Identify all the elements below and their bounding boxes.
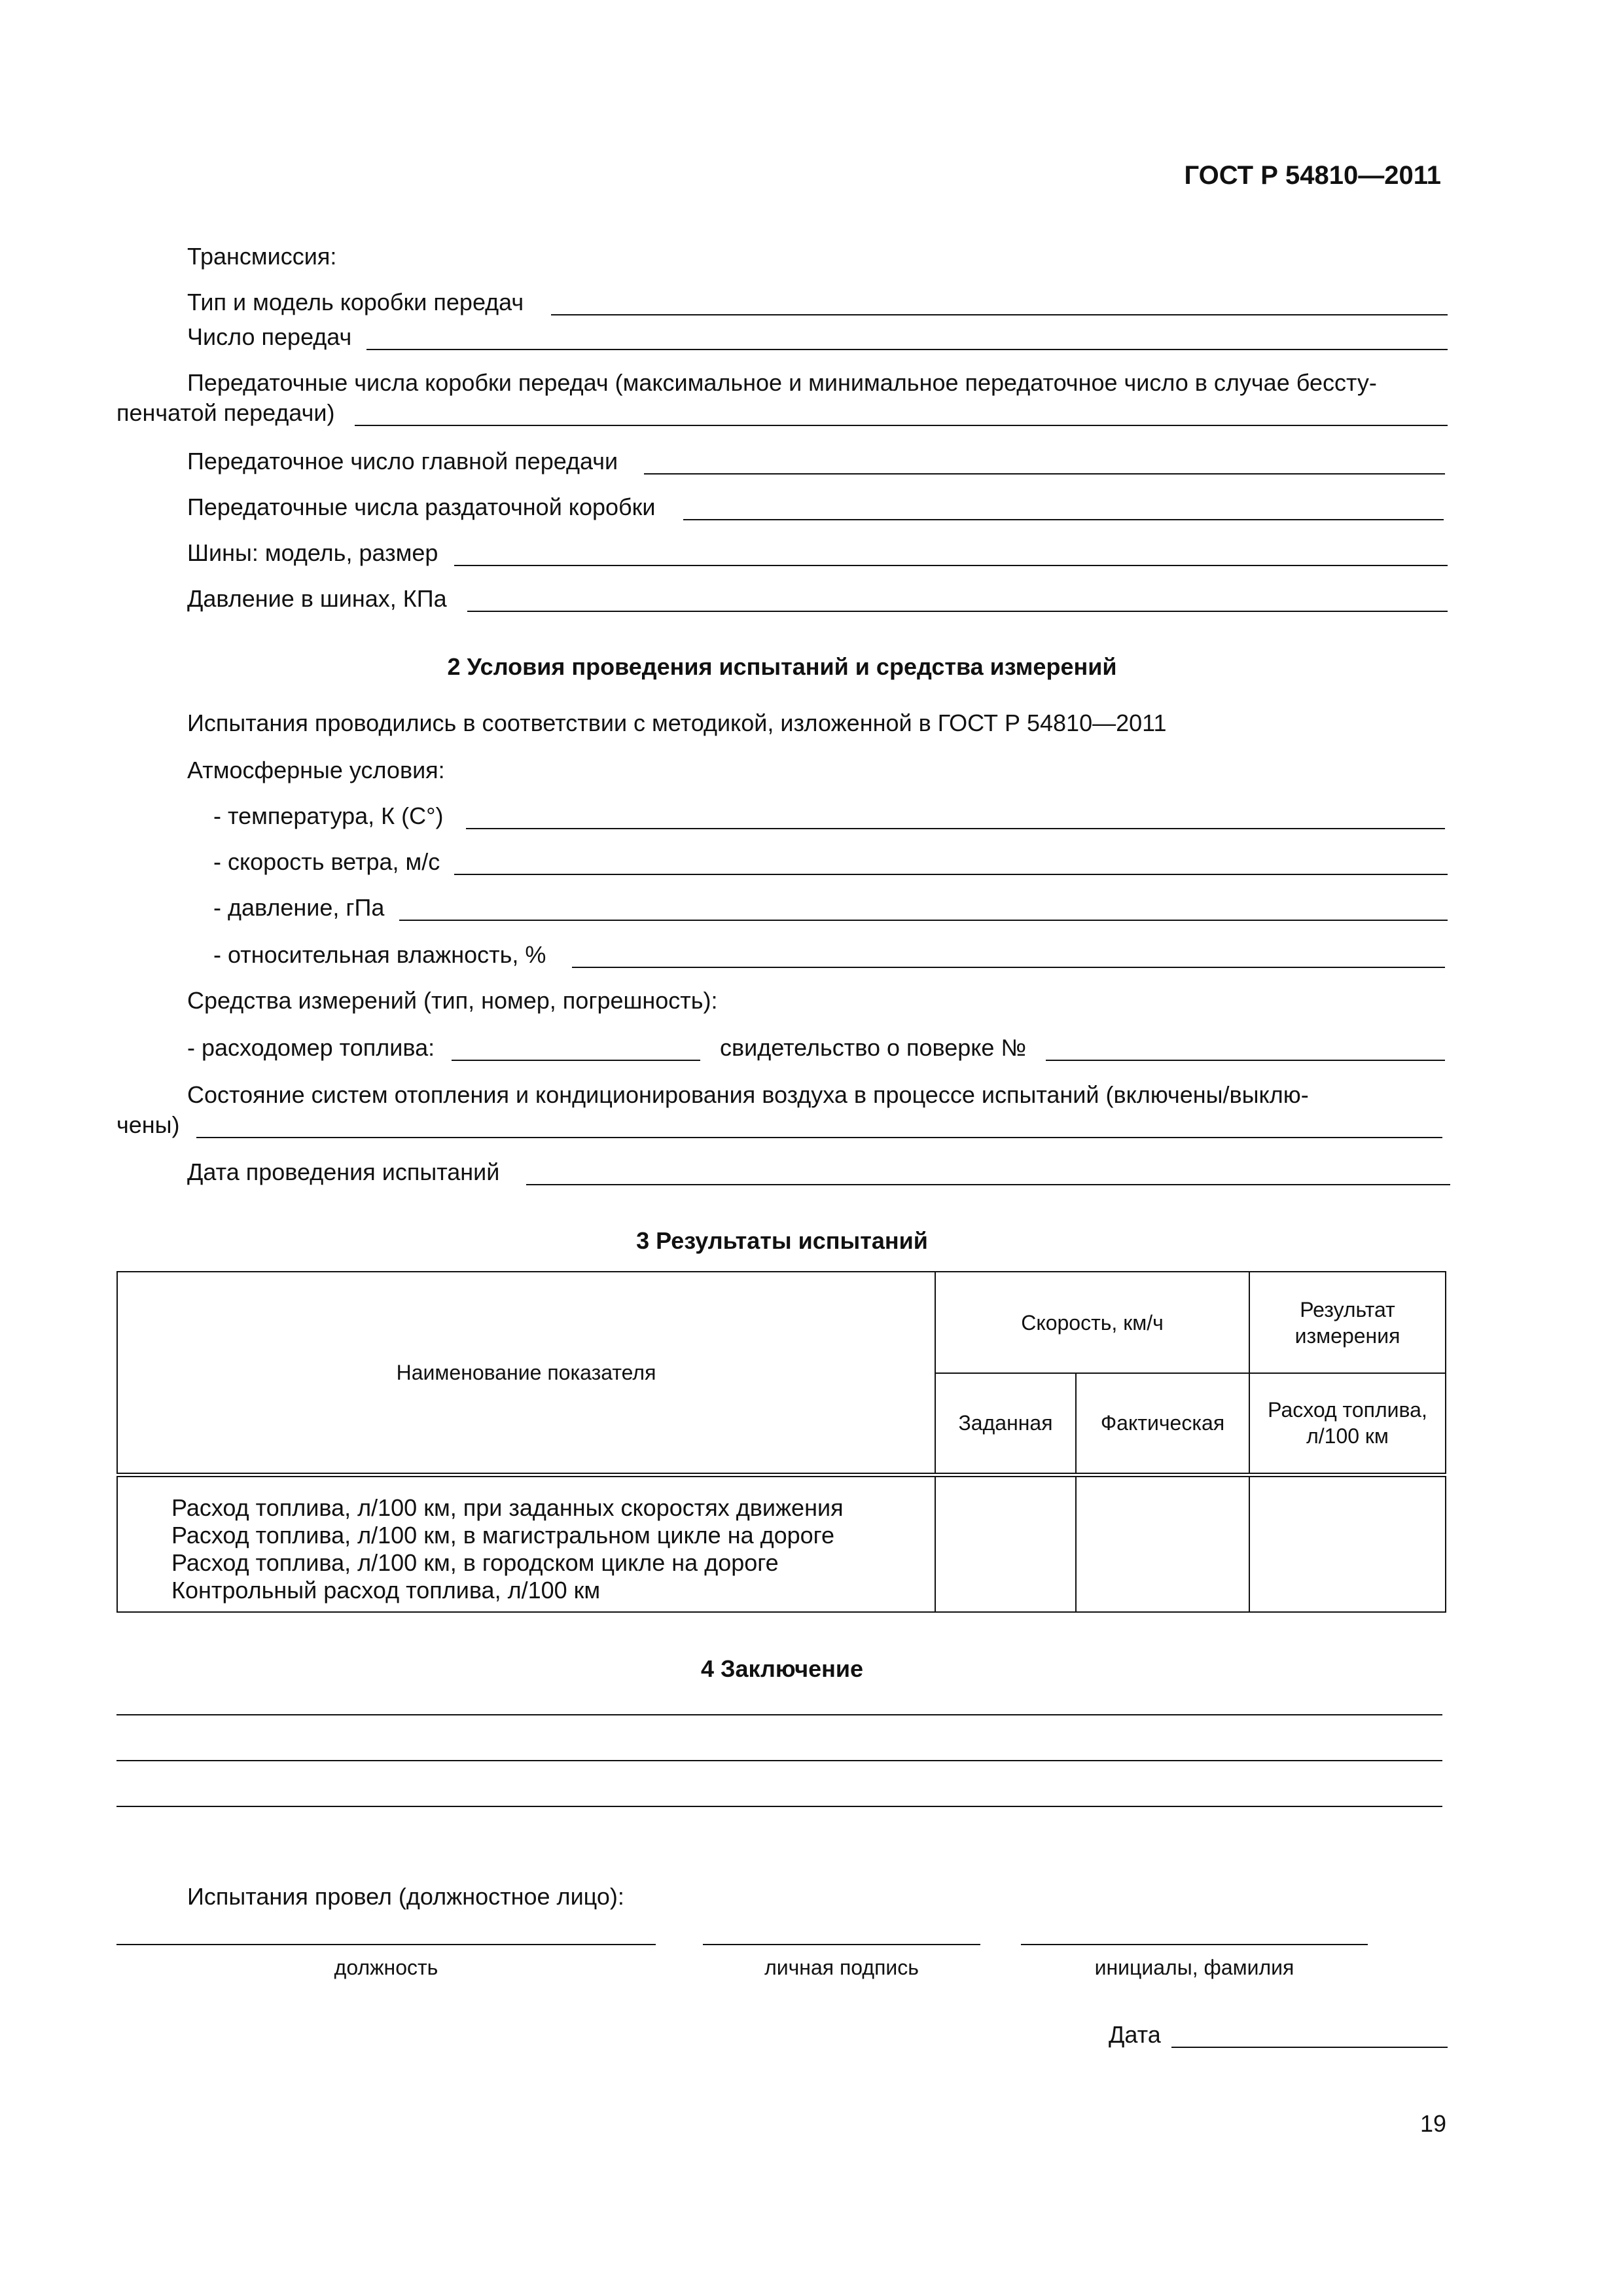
personal-signature-line[interactable]: [703, 1944, 980, 1945]
section-3-title: 3 Результаты испытаний: [636, 1227, 928, 1254]
hvac-label-2: чены): [116, 1111, 180, 1138]
position-caption: должность: [334, 1956, 438, 1979]
indicator-list-cell: [117, 1475, 935, 1612]
conclusion-line-1[interactable]: [116, 1714, 1442, 1715]
tires-label: Шины: модель, размер: [187, 539, 438, 566]
transfer-case-label: Передаточные числа раздаточной коробки: [187, 493, 656, 520]
gear-ratios-label-2: пенчатой передачи): [116, 399, 335, 426]
tire-pressure-label: Давление в шинах, КПа: [187, 585, 447, 612]
col-header-result: Результат измерения: [1249, 1272, 1446, 1373]
date-label: Дата: [1109, 2021, 1161, 2048]
test-date-label: Дата проведения испытаний: [187, 1158, 500, 1185]
gear-count-label: Число передач: [187, 323, 352, 350]
humidity-field[interactable]: [572, 967, 1445, 968]
hvac-field[interactable]: [196, 1137, 1442, 1138]
col-header-indicator: Наименование показателя: [117, 1272, 935, 1475]
flowmeter-label: - расходомер топлива:: [187, 1034, 435, 1061]
wind-speed-label: - скорость ветра, м/с: [213, 848, 440, 875]
position-signature-line[interactable]: [116, 1944, 656, 1945]
instruments-heading: Средства измерений (тип, номер, погрешность):: [187, 987, 718, 1014]
transmission-heading: Трансмиссия:: [187, 243, 337, 270]
name-signature-line[interactable]: [1021, 1944, 1368, 1945]
col-header-actual-speed: Фактическая: [1076, 1373, 1249, 1475]
test-method-text: Испытания проводились в соответствии с методикой, изложенной в ГОСТ Р 54810—2011: [187, 709, 1167, 736]
fuel-result-cell[interactable]: [1249, 1475, 1446, 1612]
transfer-case-field[interactable]: [683, 519, 1444, 520]
gear-ratios-field[interactable]: [355, 425, 1448, 426]
final-drive-label: Передаточное число главной передачи: [187, 448, 618, 475]
gear-ratios-label-1: Передаточные числа коробки передач (максимальное и минимальное передаточное число в случае бессту-: [187, 369, 1377, 396]
section-2-title: 2 Условия проведения испытаний и средства измерений: [447, 653, 1117, 680]
document-code: ГОСТ Р 54810—2011: [1184, 161, 1441, 190]
temperature-label: - температура, К (С°): [213, 802, 444, 829]
test-date-field[interactable]: [526, 1184, 1450, 1185]
flowmeter-field[interactable]: [452, 1060, 700, 1061]
date-field[interactable]: [1171, 2047, 1448, 2048]
name-caption: инициалы, фамилия: [1094, 1956, 1294, 1979]
humidity-label: - относительная влажность, %: [213, 941, 546, 968]
pressure-field[interactable]: [399, 920, 1448, 921]
results-table: [116, 1271, 1446, 1613]
atmospheric-heading: Атмосферные условия:: [187, 757, 445, 783]
hvac-label-1: Состояние систем отопления и кондиционирования воздуха в процессе испытаний (включены/выклю-: [187, 1081, 1309, 1108]
gearbox-type-field[interactable]: [551, 314, 1448, 315]
actual-speed-cell[interactable]: [1076, 1475, 1249, 1612]
tire-pressure-field[interactable]: [467, 611, 1448, 612]
certificate-field[interactable]: [1046, 1060, 1445, 1061]
table-row: Контрольный расход топлива, л/100 км: [171, 1576, 601, 1604]
wind-speed-field[interactable]: [454, 874, 1448, 875]
tires-field[interactable]: [454, 565, 1448, 566]
final-drive-field[interactable]: [644, 473, 1445, 475]
gear-count-field[interactable]: [366, 349, 1448, 350]
table-row: Расход топлива, л/100 км, в магистральном цикле на дороге: [171, 1521, 835, 1549]
section-4-title: 4 Заключение: [700, 1655, 864, 1682]
conducted-by-label: Испытания провел (должностное лицо):: [187, 1883, 624, 1910]
signature-caption: личная подпись: [764, 1956, 919, 1979]
col-header-set-speed: Заданная: [935, 1373, 1076, 1475]
conclusion-line-2[interactable]: [116, 1760, 1442, 1761]
set-speed-cell[interactable]: [935, 1475, 1076, 1612]
page-number: 19: [1419, 2110, 1446, 2137]
conclusion-line-3[interactable]: [116, 1806, 1442, 1807]
gearbox-type-label: Тип и модель коробки передач: [187, 289, 524, 315]
col-header-fuel-consumption: Расход топлива, л/100 км: [1249, 1373, 1446, 1475]
pressure-label: - давление, гПа: [213, 894, 385, 921]
col-header-speed: Скорость, км/ч: [935, 1272, 1249, 1373]
table-row: Расход топлива, л/100 км, при заданных скоростях движения: [171, 1494, 844, 1521]
certificate-label: свидетельство о поверке №: [720, 1034, 1027, 1061]
table-row: Расход топлива, л/100 км, в городском цикле на дороге: [171, 1549, 779, 1576]
temperature-field[interactable]: [466, 828, 1445, 829]
